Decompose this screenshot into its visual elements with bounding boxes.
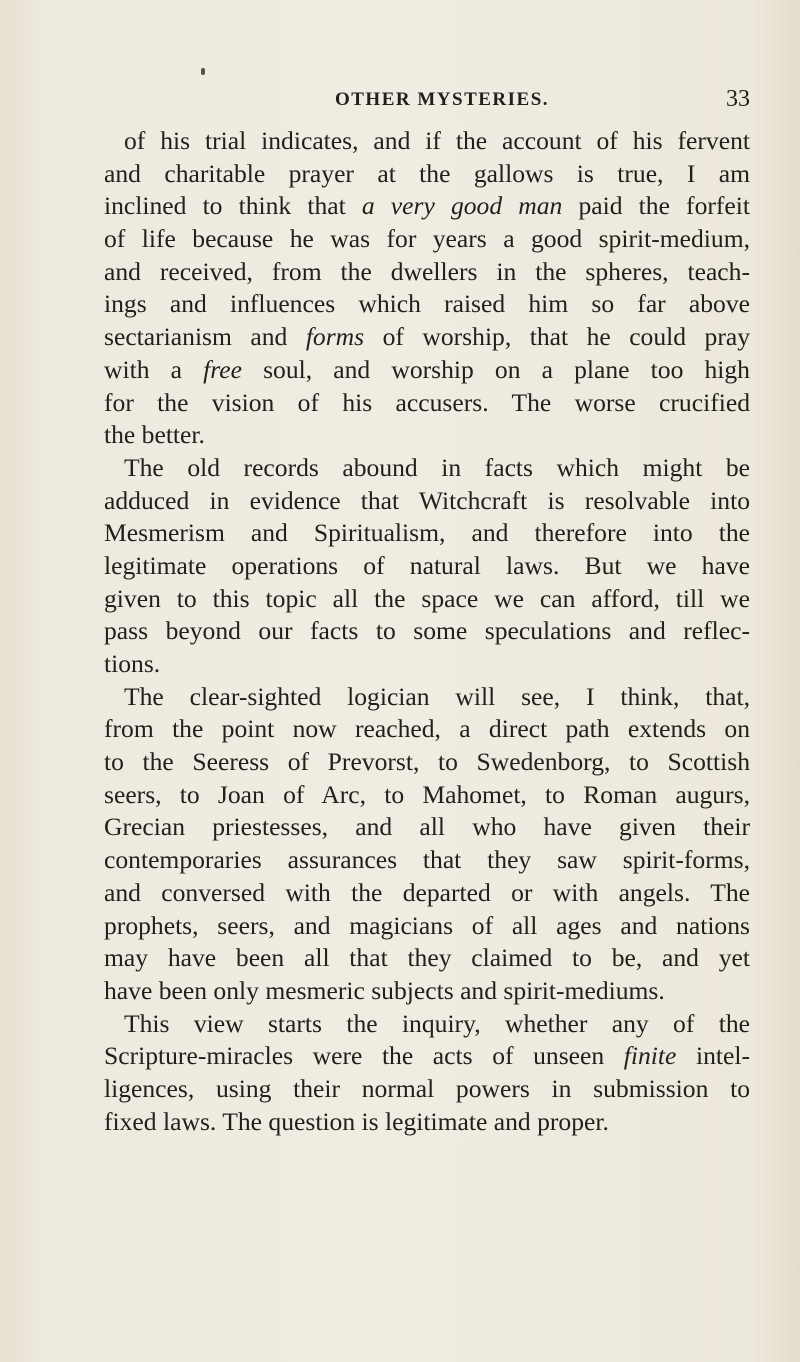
text-line (104, 1106, 750, 1139)
italic-emphasis: finite (623, 1041, 677, 1071)
text-line (104, 975, 750, 1008)
text-run: legitimate operations of natural laws. But we have (104, 550, 750, 580)
text-run: and received, from the dwellers in the spheres, teach- (104, 256, 750, 286)
text-run: Mesmerism and Spiritualism, and therefore into the (104, 518, 750, 548)
italic-emphasis: free (203, 354, 242, 384)
text-line (104, 615, 750, 648)
text-line (104, 942, 750, 975)
text-line (104, 419, 750, 452)
text-run: tions. (104, 649, 161, 678)
text-run: to the Seeress of Prevorst, to Swedenborg, to Scottish (104, 747, 750, 777)
text-run: contemporaries assurances that they saw spirit-forms, (104, 845, 750, 875)
text-run: adduced in evidence that Witchcraft is resolvable into (104, 485, 750, 515)
text-run: seers, to Joan of Arc, to Mahomet, to Roman augurs, (104, 779, 750, 809)
italic-emphasis: forms (305, 322, 365, 352)
text-run: of worship, that he could pray (364, 322, 750, 352)
text-run: with a (104, 354, 204, 384)
text-line (104, 844, 750, 877)
text-line (104, 910, 750, 943)
text-run: This view starts the inquiry, whether any of the (124, 1008, 750, 1038)
text-line (104, 517, 750, 550)
text-line (104, 1040, 750, 1073)
text-line (104, 190, 750, 223)
running-head (104, 86, 750, 116)
text-run: ligences, using their normal powers in submission to (104, 1073, 750, 1103)
text-run: may have been all that they claimed to be, and yet (104, 943, 750, 973)
text-run: The clear-sighted logician will see, I think, that, (124, 681, 750, 711)
text-run: soul, and worship on a plane too high (241, 354, 750, 384)
text-run: Scripture-miracles were the acts of unseen (104, 1041, 624, 1071)
text-run: from the point now reached, a direct path extends on (104, 714, 750, 744)
text-line (104, 779, 750, 812)
text-line (104, 583, 750, 616)
text-line (104, 811, 750, 844)
text-run: and conversed with the departed or with angels. The (104, 877, 750, 907)
text-line (104, 1008, 750, 1041)
text-line (104, 713, 750, 746)
text-line (104, 256, 750, 289)
text-run: given to this topic all the space we can afford, till we (104, 583, 750, 613)
text-line (104, 125, 750, 158)
text-line (104, 485, 750, 518)
text-run: pass beyond our facts to some speculations and reflec- (104, 616, 750, 646)
text-line (104, 746, 750, 779)
text-line (104, 681, 750, 714)
text-line (104, 158, 750, 191)
text-line (104, 452, 750, 485)
running-head-title: OTHER MYSTERIES. (334, 89, 550, 110)
text-run: have been only mesmeric subjects and spirit-mediums. (104, 975, 665, 1005)
text-run: intel- (676, 1041, 750, 1071)
text-line (104, 321, 750, 354)
text-run: and charitable prayer at the gallows is true, I am (104, 158, 750, 188)
text-line (104, 288, 750, 321)
text-run: of life because he was for years a good spirit-medium, (104, 224, 750, 254)
text-run: inclined to think that (104, 191, 362, 221)
italic-emphasis: a very good man (361, 191, 563, 221)
text-line (104, 877, 750, 910)
text-run: Grecian priestesses, and all who have given their (104, 812, 750, 842)
text-run: of his trial indicates, and if the account of his fervent (124, 126, 750, 155)
body-text (104, 125, 750, 1138)
text-run: ings and influences which raised him so far above (104, 289, 750, 319)
text-run: prophets, seers, and magicians of all ages and nations (104, 910, 750, 940)
text-run: sectarianism and (104, 322, 306, 352)
text-line (104, 550, 750, 583)
text-run: paid the forfeit (562, 191, 751, 221)
text-run: the better. (104, 420, 205, 450)
text-line (104, 223, 750, 256)
text-line (104, 354, 750, 387)
print-speck (201, 68, 205, 75)
page-number: 33 (726, 86, 750, 112)
text-run: The old records abound in facts which might be (124, 452, 750, 482)
text-run: for the vision of his accusers. The worse crucified (104, 387, 750, 417)
text-run: fixed laws. The question is legitimate and proper. (104, 1106, 609, 1136)
text-line (104, 648, 750, 681)
text-line (104, 1073, 750, 1106)
text-line (104, 387, 750, 420)
